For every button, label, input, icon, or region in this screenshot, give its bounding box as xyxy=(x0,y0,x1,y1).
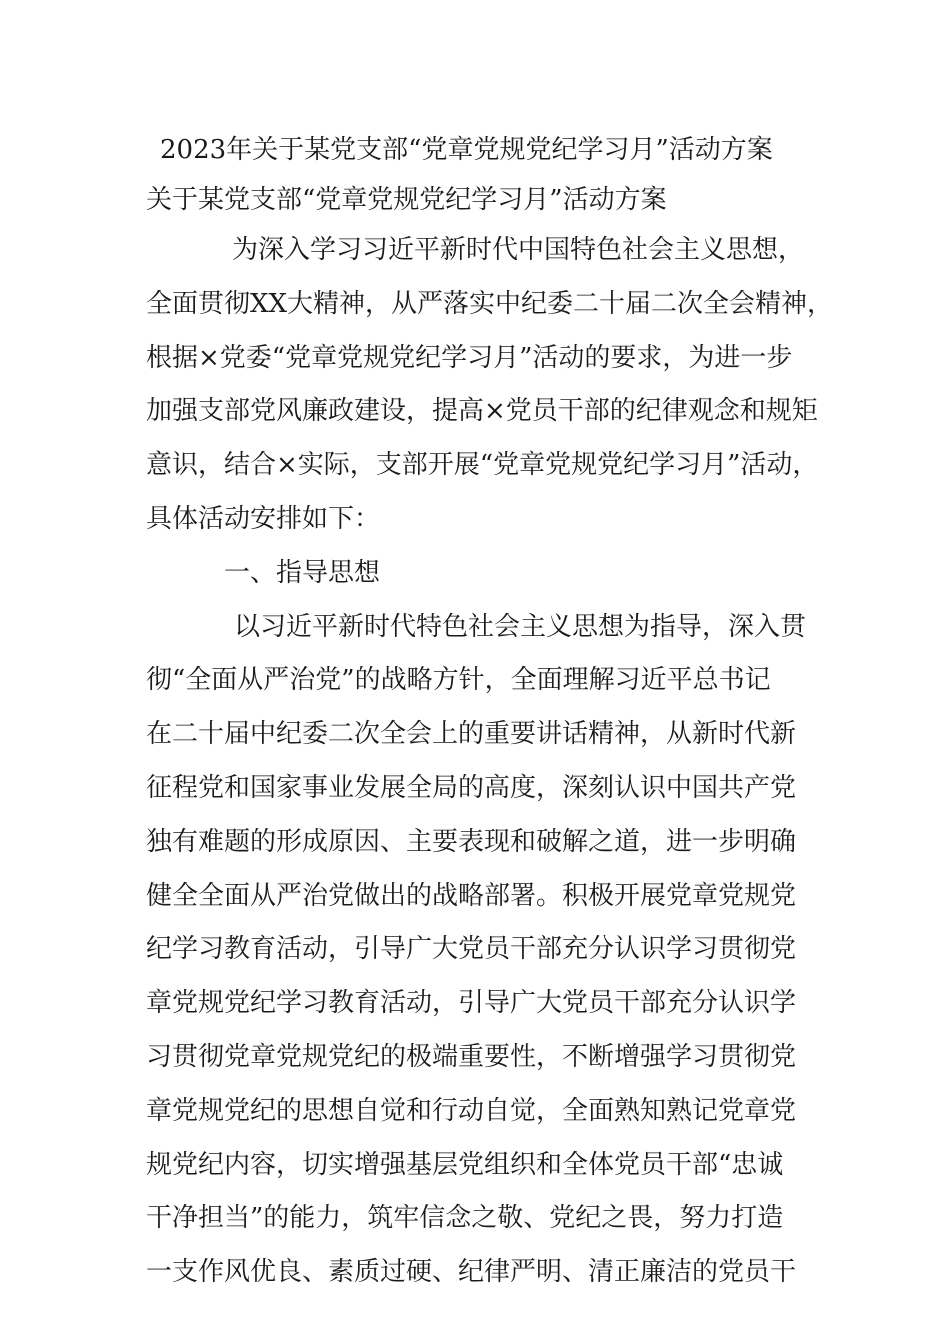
document-body xyxy=(146,198,836,1300)
intro-line: 意识，结合×实际，支部开展“党章党规党纪学习月”活动， xyxy=(146,450,819,481)
section-line: 规党纪内容，切实增强基层党组织和全体党员干部“忠诚 xyxy=(146,1149,784,1180)
section-line: 以习近平新时代特色社会主义思想为指导，深入贯 xyxy=(234,611,807,642)
section-line: 干净担当”的能力，筑牢信念之敬、党纪之畏，努力打造 xyxy=(146,1203,784,1234)
section-line: 彻“全面从严治党”的战略方针，全面理解习近平总书记 xyxy=(146,665,771,696)
section-line: 征程党和国家事业发展全局的高度，深刻认识中国共产党 xyxy=(146,772,797,803)
intro-line: 全面贯彻XX大精神，从严落实中纪委二十届二次全会精神， xyxy=(146,288,834,319)
section-line: 章党规党纪的思想自觉和行动自觉，全面熟知熟记党章党 xyxy=(146,1095,797,1126)
section-heading: 一、指导思想 xyxy=(224,557,381,588)
intro-line: 为深入学习习近平新时代中国特色社会主义思想， xyxy=(232,235,805,265)
section-line: 独有难题的形成原因、主要表现和破解之道，进一步明确 xyxy=(146,826,797,857)
document-subtitle: 关于某党支部“党章党规党纪学习月”活动方案 xyxy=(146,185,667,215)
document-title: 2023年关于某党支部“党章党规党纪学习月”活动方案 xyxy=(160,135,773,165)
section-line: 在二十届中纪委二次全会上的重要讲话精神，从新时代新 xyxy=(146,719,797,750)
intro-line: 具体活动安排如下： xyxy=(146,503,381,534)
section-line: 习贯彻党章党规党纪的极端重要性，不断增强学习贯彻党 xyxy=(146,1041,797,1072)
section-line: 健全全面从严治党做出的战略部署。积极开展党章党规党 xyxy=(146,880,797,911)
section-line: 纪学习教育活动，引导广大党员干部充分认识学习贯彻党 xyxy=(146,934,797,965)
section-line: 章党规党纪学习教育活动，引导广大党员干部充分认识学 xyxy=(146,988,797,1019)
intro-line: 根据×党委“党章党规党纪学习月”活动的要求，为进一步 xyxy=(146,342,793,373)
intro-line: 加强支部党风廉政建设，提高×党员干部的纪律观念和规矩 xyxy=(146,396,818,427)
section-line: 一支作风优良、素质过硬、纪律严明、清正廉洁的党员干 xyxy=(146,1257,797,1288)
